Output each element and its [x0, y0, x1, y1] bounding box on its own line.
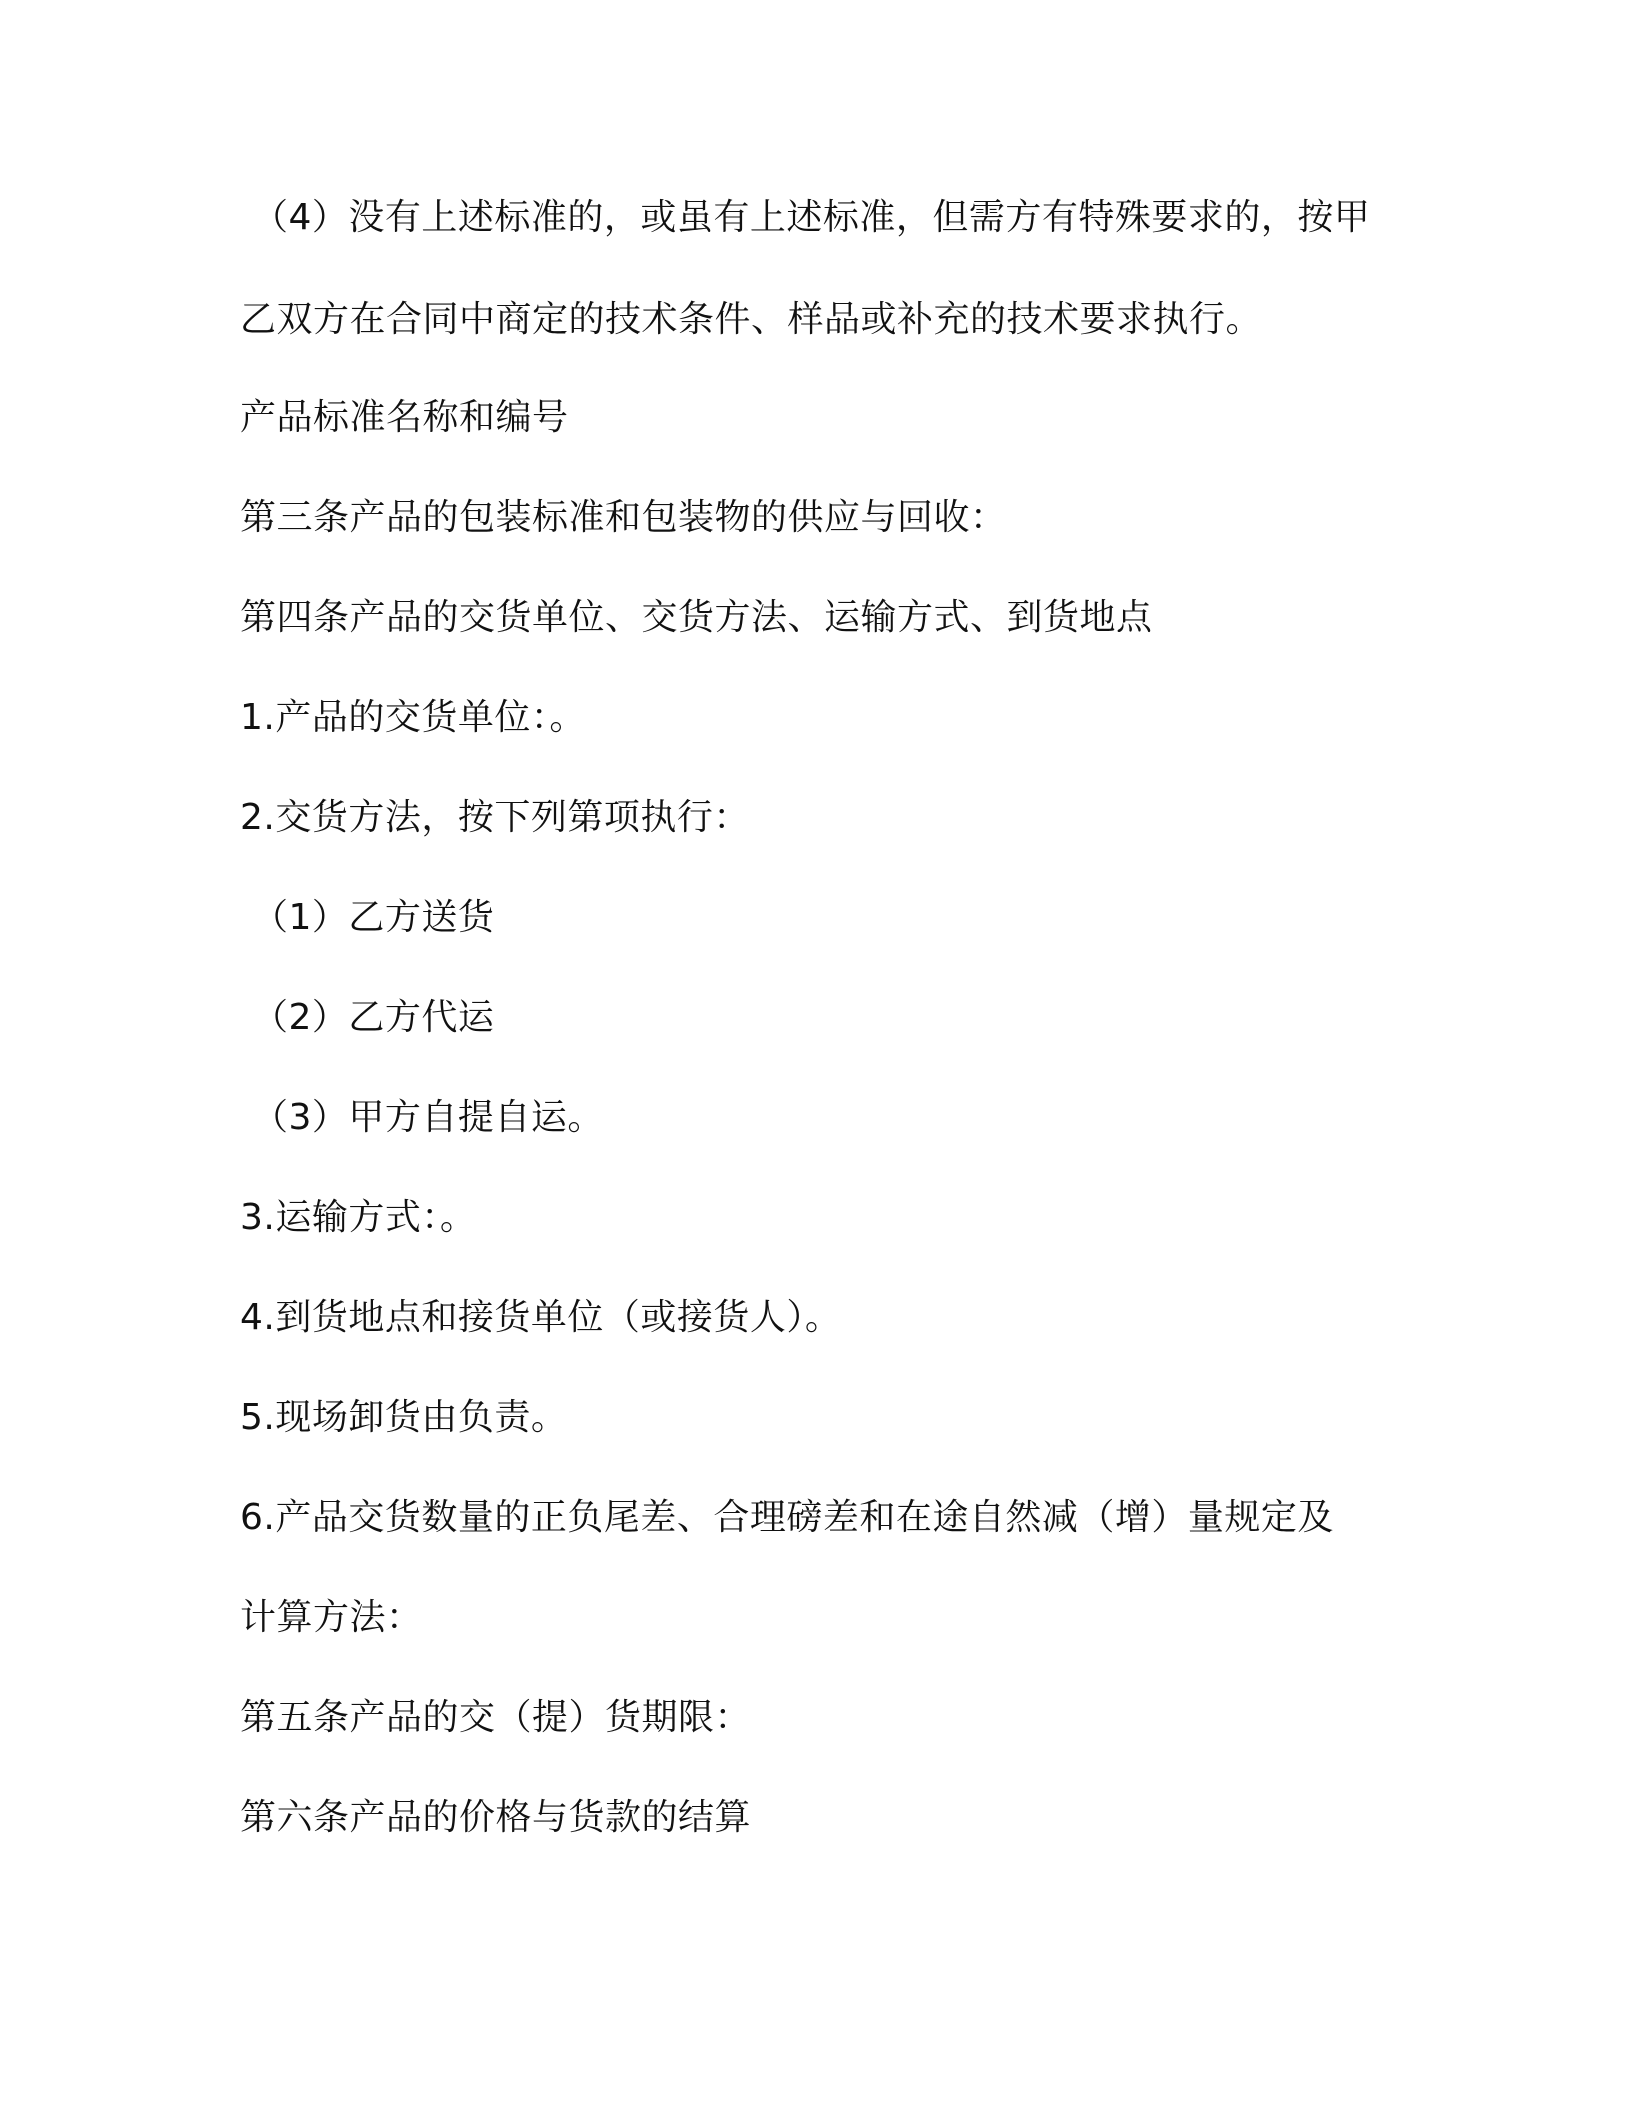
article-4-heading: 第四条产品的交货单位、交货方法、运输方式、到货地点 — [240, 597, 1153, 638]
delivery-option-3: （3）甲方自提自运。 — [252, 1097, 604, 1138]
quantity-tolerance-line-1: 6.产品交货数量的正负尾差、合理磅差和在途自然减（增）量规定及 — [240, 1497, 1334, 1538]
delivery-unit-line: 1.产品的交货单位：。 — [240, 697, 586, 738]
clause-item-4-line-1: （4）没有上述标准的，或虽有上述标准，但需方有特殊要求的，按甲 — [252, 197, 1371, 238]
unloading-line: 5.现场卸货由负责。 — [240, 1397, 568, 1438]
destination-line: 4.到货地点和接货单位（或接货人）。 — [240, 1297, 842, 1338]
delivery-option-2: （2）乙方代运 — [252, 997, 495, 1038]
delivery-option-1: （1）乙方送货 — [252, 897, 495, 938]
clause-item-4-line-2: 乙双方在合同中商定的技术条件、样品或补充的技术要求执行。 — [240, 299, 1263, 340]
quantity-tolerance-line-2: 计算方法： — [240, 1597, 423, 1638]
article-5-heading: 第五条产品的交（提）货期限： — [240, 1697, 752, 1738]
transport-mode-line: 3.运输方式：。 — [240, 1197, 477, 1238]
article-6-heading: 第六条产品的价格与货款的结算 — [240, 1797, 752, 1838]
article-3-heading: 第三条产品的包装标准和包装物的供应与回收： — [240, 497, 1007, 538]
delivery-method-line: 2.交货方法，按下列第项执行： — [240, 797, 750, 838]
product-standard-name-line: 产品标准名称和编号 — [240, 397, 569, 438]
